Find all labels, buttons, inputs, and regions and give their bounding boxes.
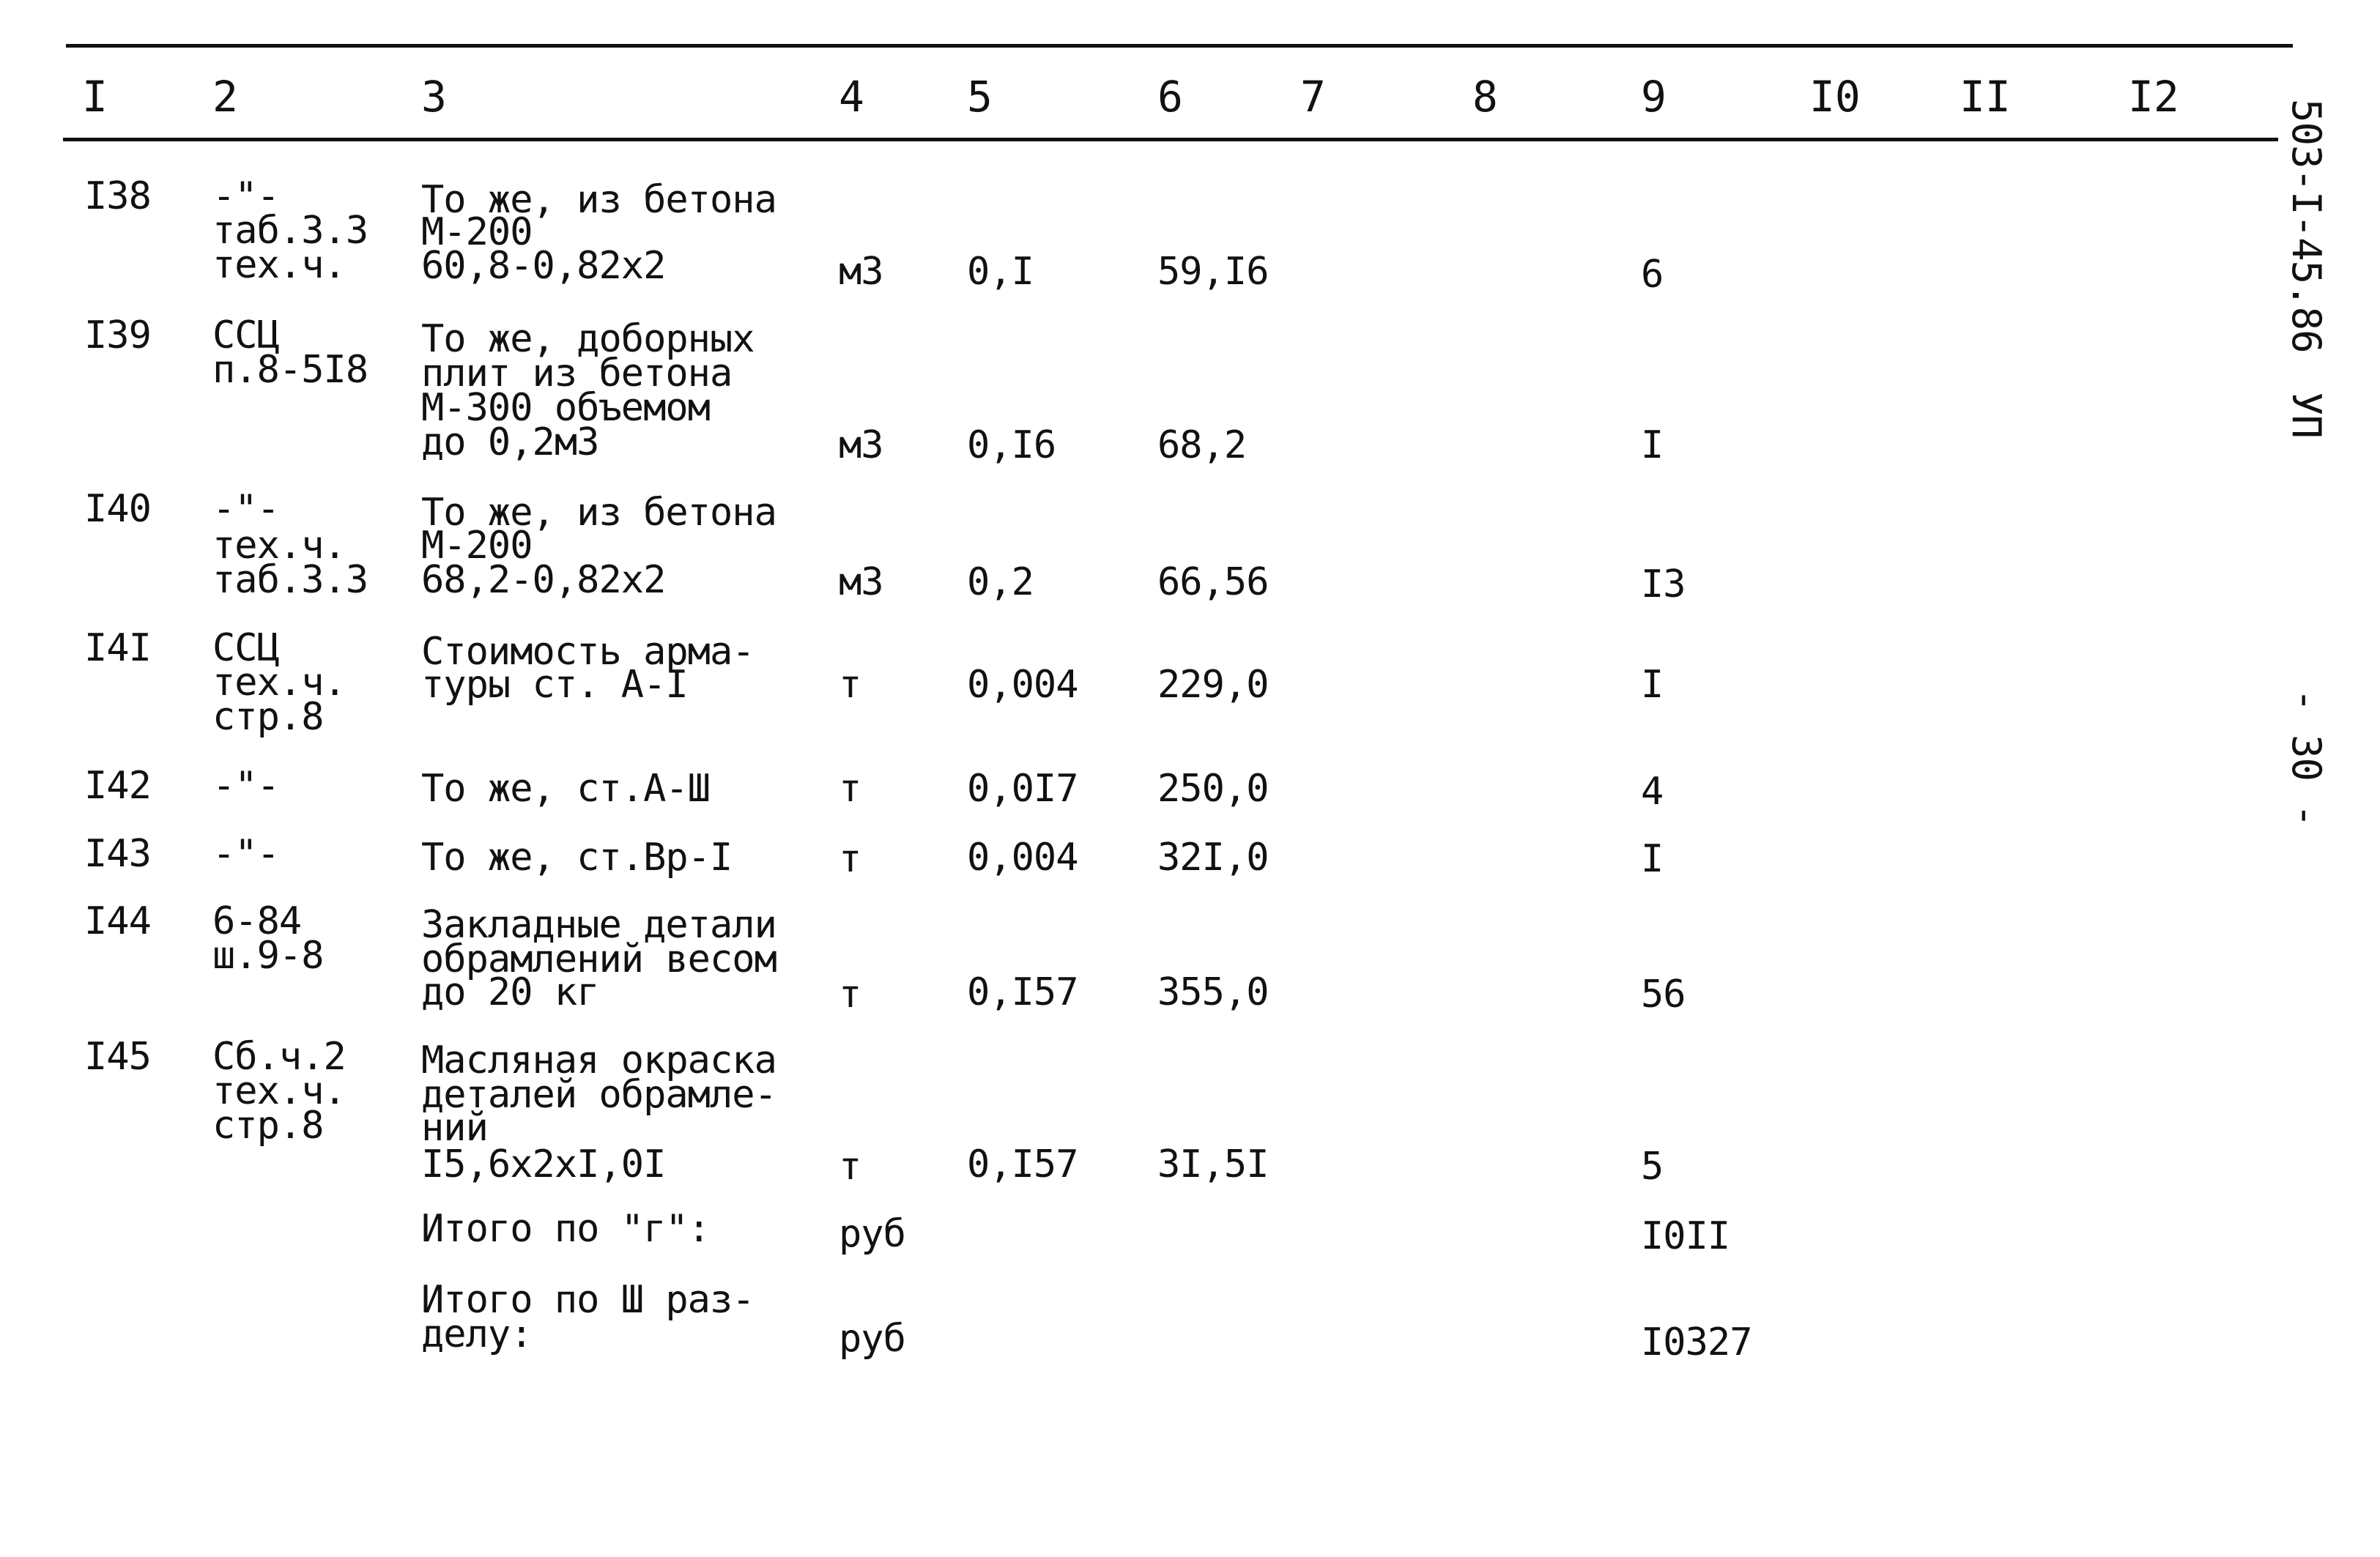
- unit-price-cell: 250,0: [1157, 767, 1269, 811]
- col-header-10: I0: [1809, 72, 1861, 122]
- page-number: - 30 -: [2283, 688, 2329, 828]
- row-number: I45: [84, 1035, 151, 1079]
- unit-cell: т: [839, 663, 861, 707]
- unit-price-cell: 355,0: [1157, 970, 1269, 1014]
- section-total-label: Итого по Ш раз-: [421, 1278, 755, 1322]
- description-line: 60,8-0,82х2: [421, 244, 666, 288]
- unit-cell: т: [839, 837, 861, 881]
- subtotal-unit: руб: [839, 1212, 905, 1256]
- quantity-cell: 0,004: [967, 663, 1078, 707]
- description-line: М-300 объемом: [421, 386, 710, 430]
- reference-line: -"-: [212, 487, 279, 531]
- description-line: М-200: [421, 210, 533, 254]
- description-line: ний: [421, 1106, 488, 1150]
- section-total-value: I0327: [1641, 1320, 1752, 1364]
- description-line: Стоимость арма-: [421, 630, 755, 674]
- col-header-1: I: [82, 72, 108, 122]
- reference-line: таб.3.3: [212, 209, 368, 253]
- total-cell: 56: [1641, 973, 1686, 1017]
- description-line: I5,6х2хI,0I: [421, 1142, 666, 1186]
- reference-line: ССЦ: [212, 313, 279, 357]
- unit-price-cell: 3I,5I: [1157, 1142, 1269, 1186]
- description-line: обрамлений весом: [421, 937, 776, 981]
- col-header-6: 6: [1157, 72, 1183, 122]
- quantity-cell: 0,I57: [967, 970, 1078, 1014]
- unit-cell: м3: [839, 250, 883, 294]
- album-number: УП: [2283, 392, 2329, 439]
- reference-line: ССЦ: [212, 626, 279, 670]
- unit-price-cell: 59,I6: [1157, 250, 1269, 294]
- col-header-9: 9: [1641, 72, 1667, 122]
- description-line: туры ст. А-I: [421, 663, 688, 707]
- unit-cell: т: [839, 973, 861, 1017]
- description-line: Масляная окраска: [421, 1038, 776, 1082]
- description-line: То же, ст.А-Ш: [421, 767, 710, 811]
- reference-line: стр.8: [212, 1104, 324, 1148]
- description-line: 68,2-0,82х2: [421, 558, 666, 602]
- col-header-3: 3: [421, 72, 447, 122]
- col-header-11: II: [1960, 72, 2011, 122]
- description-line: То же, из бетона: [421, 491, 776, 535]
- reference-line: тех.ч.: [212, 661, 346, 705]
- unit-cell: м3: [839, 423, 883, 467]
- reference-line: ш.9-8: [212, 934, 324, 978]
- subtotal-label: Итого по "г":: [421, 1207, 710, 1251]
- reference-line: тех.ч.: [212, 1069, 346, 1113]
- header-rule: [63, 138, 2278, 141]
- reference-line: таб.3.3: [212, 558, 368, 602]
- col-header-7: 7: [1300, 72, 1326, 122]
- col-header-5: 5: [967, 72, 993, 122]
- description-line: То же, из бетона: [421, 178, 776, 222]
- unit-price-cell: 229,0: [1157, 663, 1269, 707]
- description-line: плит из бетона: [421, 352, 733, 395]
- quantity-cell: 0,004: [967, 836, 1078, 880]
- row-number: I44: [84, 899, 151, 943]
- quantity-cell: 0,I57: [967, 1142, 1078, 1186]
- quantity-cell: 0,2: [967, 560, 1034, 604]
- total-cell: 5: [1641, 1145, 1664, 1189]
- reference-line: тех.ч.: [212, 243, 346, 287]
- reference-line: -"-: [212, 174, 279, 218]
- unit-price-cell: 68,2: [1157, 423, 1247, 467]
- row-number: I39: [84, 313, 151, 357]
- top-rule: [66, 44, 2293, 48]
- reference-line: -"-: [212, 832, 279, 876]
- row-number: I38: [84, 174, 151, 218]
- total-cell: I: [1641, 837, 1664, 881]
- col-header-2: 2: [212, 72, 238, 122]
- row-number: I4I: [84, 626, 151, 670]
- unit-cell: т: [839, 1145, 861, 1189]
- reference-line: 6-84: [212, 899, 302, 943]
- description-line: до 0,2м3: [421, 420, 599, 464]
- unit-price-cell: 32I,0: [1157, 836, 1269, 880]
- row-number: I43: [84, 832, 151, 876]
- reference-line: стр.8: [212, 695, 324, 739]
- description-line: до 20 кг: [421, 970, 599, 1014]
- total-cell: 6: [1641, 253, 1664, 297]
- total-cell: 4: [1641, 770, 1664, 814]
- unit-price-cell: 66,56: [1157, 560, 1269, 604]
- total-cell: I3: [1641, 562, 1686, 606]
- section-total-unit: руб: [839, 1317, 905, 1361]
- col-header-8: 8: [1472, 72, 1498, 122]
- row-number: I40: [84, 487, 151, 531]
- reference-line: Сб.ч.2: [212, 1035, 346, 1079]
- col-header-12: I2: [2128, 72, 2179, 122]
- reference-line: -"-: [212, 764, 279, 808]
- quantity-cell: 0,I: [967, 250, 1034, 294]
- document-code: 503-I-45.86: [2283, 99, 2329, 353]
- unit-cell: т: [839, 767, 861, 811]
- reference-line: тех.ч.: [212, 524, 346, 568]
- subtotal-value: I0II: [1641, 1214, 1730, 1258]
- row-number: I42: [84, 764, 151, 808]
- quantity-cell: 0,I6: [967, 423, 1056, 467]
- total-cell: I: [1641, 663, 1664, 707]
- quantity-cell: 0,0I7: [967, 767, 1078, 811]
- reference-line: п.8-5I8: [212, 348, 368, 392]
- total-cell: I: [1641, 423, 1664, 467]
- description-line: Закладные детали: [421, 903, 776, 947]
- description-line: деталей обрамле-: [421, 1073, 776, 1117]
- description-line: То же, ст.Вр-I: [421, 836, 733, 880]
- col-header-4: 4: [839, 72, 864, 122]
- description-line: М-200: [421, 524, 533, 568]
- section-total-label: делу:: [421, 1312, 533, 1356]
- description-line: То же, доборных: [421, 317, 755, 361]
- unit-cell: м3: [839, 560, 883, 604]
